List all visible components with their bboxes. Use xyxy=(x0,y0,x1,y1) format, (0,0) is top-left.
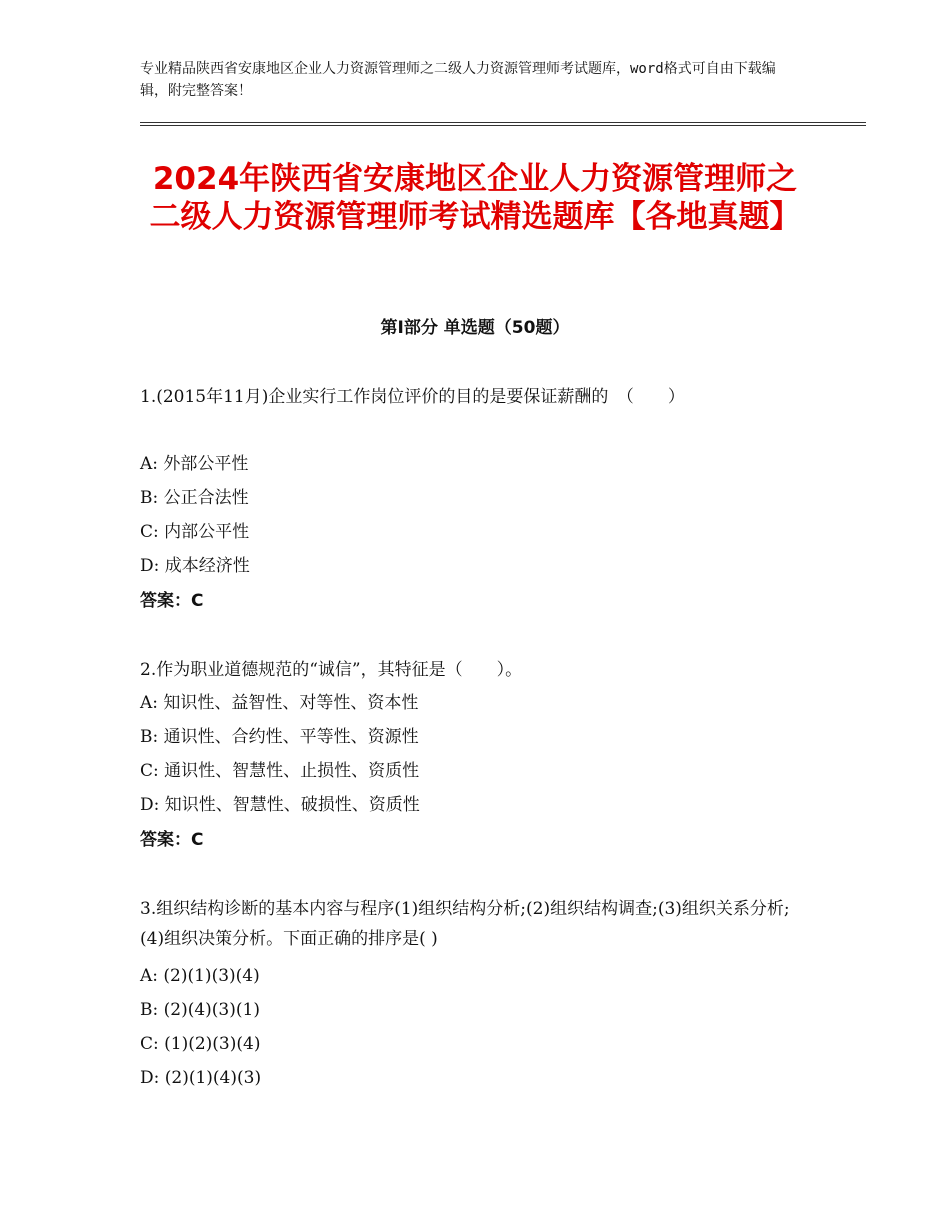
header-note: 专业精品陕西省安康地区企业人力资源管理师之二级人力资源管理师考试题库，word格式可自由下载编辑，附完整答案！ xyxy=(140,61,776,99)
answer: 答案：C xyxy=(140,591,204,611)
option-c: C: 通识性、智慧性、止损性、资质性 xyxy=(140,761,420,781)
option-d: D: (2)(1)(4)(3) xyxy=(140,1068,262,1088)
option-c: C: 内部公平性 xyxy=(140,522,250,542)
answer: 答案：C xyxy=(140,830,204,850)
question-stem: 3.组织结构诊断的基本内容与程序(1)组织结构分析;(2)组织结构调查;(3)组织关系分析;(4)组织决策分析。下面正确的排序是( ) xyxy=(140,899,790,949)
option-a: A: 外部公平性 xyxy=(140,454,249,474)
document-title: 2024年陕西省安康地区企业人力资源管理师之二级人力资源管理师考试精选题库【各地真题】 xyxy=(149,161,801,235)
option-c: C: (1)(2)(3)(4) xyxy=(140,1034,261,1054)
header-divider xyxy=(140,122,866,123)
option-d: D: 成本经济性 xyxy=(140,556,250,576)
option-a: A: (2)(1)(3)(4) xyxy=(140,966,260,986)
option-b: B: 通识性、合约性、平等性、资源性 xyxy=(140,727,419,747)
question-stem: 2.作为职业道德规范的“诚信”，其特征是（ ）。 xyxy=(140,660,523,680)
option-b: B: 公正合法性 xyxy=(140,488,249,508)
header-divider-second xyxy=(140,125,866,126)
question-stem: 1.(2015年11月)企业实行工作岗位评价的目的是要保证薪酬的 （ ） xyxy=(140,387,685,407)
section-heading: 第Ⅰ部分 单选题（50题） xyxy=(380,318,570,338)
option-d: D: 知识性、智慧性、破损性、资质性 xyxy=(140,795,420,815)
option-a: A: 知识性、益智性、对等性、资本性 xyxy=(140,693,419,713)
option-b: B: (2)(4)(3)(1) xyxy=(140,1000,260,1020)
